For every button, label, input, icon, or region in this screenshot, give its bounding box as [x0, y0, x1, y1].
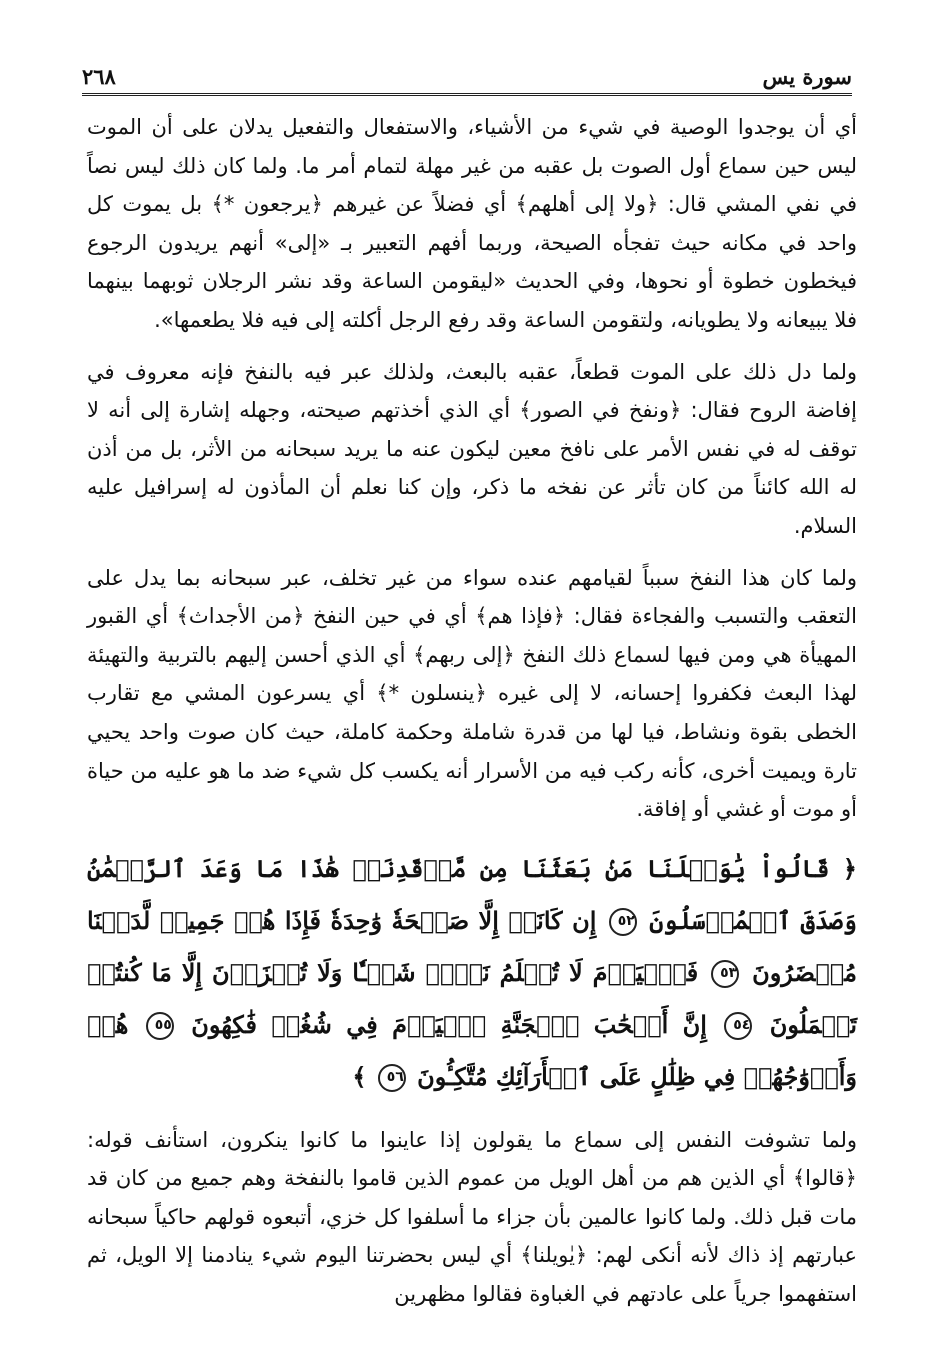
- verse-52: ﴿ قَالُواْ يَٰوَيۡلَنَا مَنۢ بَعَثَنَا مِن مَّرۡقَدِنَاۗ هَٰذَا مَا وَعَدَ ٱلرَّحۡمَٰنُ وَصَدَقَ ٱلۡمُرۡسَلُونَ: [87, 853, 857, 935]
- paragraph-4: ولما تشوفت النفس إلى سماع ما يقولون إذا عاينوا ما كانوا ينكرون، استأنف قوله: ﴿قالوا﴾ أي الذين هم من أهل الويل من عموم الذين قاموا بالنفخة وهم جميع من كان قد مات قبل ذلك. ولما كانوا عالمين بأن جزاء ما أسلفوا كل خزي، أتبعوه قولهم حاكياً سبحانه عبارتهم إذ ذاك لأنه أنكى لهم: ﴿يٰويلنا﴾ أي ليس بحضرتنا اليوم شيء ينادمنا إلا الويل، ثم استفهموا جرياً على عادتهم في الغباوة فقالوا مظهرين: [87, 1127, 857, 1307]
- verse-number-56: ٥٦: [378, 1064, 406, 1092]
- verse-number-53: ٥٣: [711, 960, 739, 988]
- verse-55: إِنَّ أَصۡحَٰبَ ٱلۡجَنَّةِ ٱلۡيَوۡمَ فِي شُغُلٖ فَٰكِهُونَ: [191, 1009, 707, 1039]
- verse-53: إِن كَانَتۡ إِلَّا صَيۡحَةٗ وَٰحِدَةٗ فَإِذَا هُمۡ جَمِيعٞ لَّدَيۡنَا مُحۡضَرُونَ: [87, 905, 858, 987]
- paragraph-1: أي أن يوجدوا الوصية في شيء من الأشياء، والاستفعال والتفعيل يدلان على أن الموت ليس حين سماع أول الصوت بل عقبه من غير مهلة لتمام أمر ما. ولما كان ذلك ليس نصاً في نفي المشي قال: ﴿ولا إلى أهلهم﴾ أي فضلاً عن غيرهم ﴿يرجعون *﴾ بل يموت كل واحد في مكانه حيث تفجأه الصيحة، وربما أفهم التعبير بـ «إلى» أنهم يريدون الرجوع فيخطون خطوة أو نحوها، وفي الحديث «ليقومن الساعة وقد نشر الرجلان ثوبهما بينهما فلا يبيعانه ولا يطويانه، ولتقومن الساعة وقد رفع الرجل أكلته إلى فيه فلا يطعمها».: [87, 115, 857, 332]
- verse-number-52: ٥٢: [609, 908, 637, 936]
- verse-number-55: ٥٥: [146, 1012, 174, 1040]
- verse-56: هُمۡ وَأَزۡوَٰجُهُمۡ فِي ظِلَٰلٍ عَلَى ٱلۡأَرَآئِكِ مُتَّكِـُٔونَ: [87, 1009, 857, 1091]
- surah-title: سورة يس: [762, 64, 852, 89]
- paragraph-3: ولما كان هذا النفخ سبباً لقيامهم عنده سواء من غير تخلف، عبر سبحانه بما يدل على التعقب والتسبب والفجاءة فقال: ﴿فإذا هم﴾ أي في حين النفخ ﴿من الأجداث﴾ أي القبور المهيأة هي ومن فيها لسماع ذلك النفخ ﴿إلى ربهم﴾ أي الذي أحسن إليهم بالتربية والتهيئة لهذا البعث فكفروا إحسانه، لا إلى غيره ﴿ينسلون *﴾ أي يسرعون المشي مع تقارب الخطى بقوة ونشاط، فيا لها من قدرة شاملة وحكمة كاملة، حيث كان صوت واحد يحيي تارة ويميت أخرى، كأنه ركب فيه من الأسرار أنه يكسب كل شيء ضد ما هو عليه من حياة أو موت أو غشي أو إفاقة.: [87, 565, 857, 822]
- verse-close-bracket: ﴾: [352, 1061, 367, 1091]
- quran-verses: [87, 843, 857, 1103]
- page-number: ٢٦٨: [82, 64, 116, 89]
- body-text: [87, 108, 857, 1327]
- paragraph-2: ولما دل ذلك على الموت قطعاً، عقبه بالبعث، ولذلك عبر فيه بالنفخ فإنه معروف في إفاضة الروح فقال: ﴿ونفخ في الصور﴾ أي الذي أخذتهم صيحته، وجهله إشارة إلى أنه لا توقف له في نفس الأمر على نافخ معين ليكون عنه ما يريد سبحانه من الأثر، بل من أذن له الله كائناً من كان تأثر عن نفخه ما ذكر، وإن كنا نعلم أن المأذون له إسرافيل عليه السلام.: [87, 359, 857, 538]
- verse-number-54: ٥٤: [724, 1012, 752, 1040]
- running-head: [82, 52, 852, 96]
- verse-54: فَٱلۡيَوۡمَ لَا تُظۡلَمُ نَفۡسٞ شَيۡـٔٗا وَلَا تُجۡزَوۡنَ إِلَّا مَا كُنتُمۡ تَعۡمَلُونَ: [87, 957, 858, 1039]
